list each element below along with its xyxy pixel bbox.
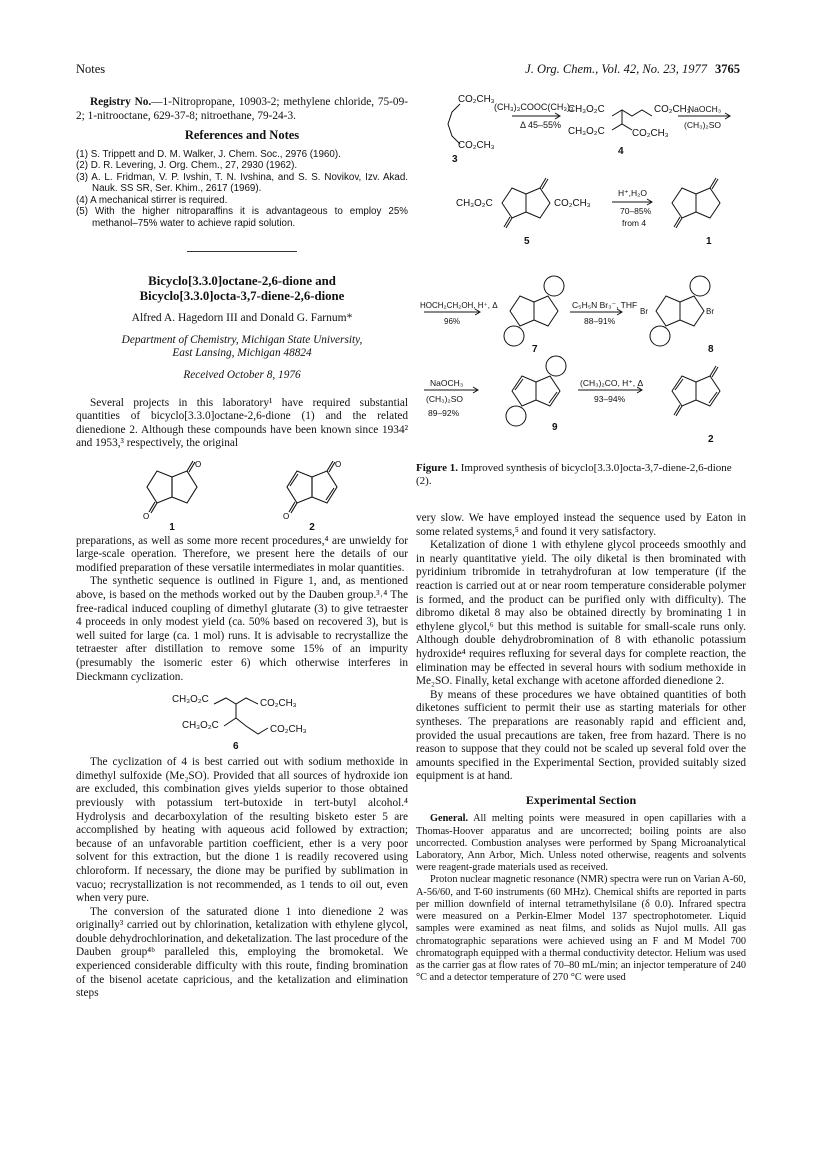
body-paragraph: Several projects in this laboratory¹ have required substantial quantities of bicyclo[3.3.0]octane-2,6-dione (1) and the related dienedione 2. Although these compounds have been known since 1934² and 1953,³ respectively, the original	[76, 396, 408, 450]
structure-6-group-b: CO₂CH₃	[260, 698, 297, 710]
figure-1-scheme	[416, 90, 746, 460]
svg-text:O: O	[143, 512, 150, 522]
scheme-arrow1-reagent: (CH₃)₃COOC(CH₃)₃	[494, 102, 574, 112]
running-header-left: Notes	[76, 62, 106, 76]
general-label: General.	[430, 813, 469, 825]
scheme-arrow1-conditions: Δ 45–55%	[520, 120, 562, 130]
scheme-8-bromine-left: Br	[640, 307, 648, 316]
article-title-line2: Bicyclo[3.3.0]octa-3,7-diene-2,6-dione	[139, 289, 345, 304]
body-paragraph: Ketalization of dione 1 with ethylene glycol proceeds smoothly and in nearly quantitative yield. The oily diketal is then brominated with pyridinium tribromide in tetrahydrofuran at low temperature (if the reaction is carried out at or near room temperature considerable polymer is formed, and the product can be purified only with difficulty). The dibromo diketal 8 may also be obtained directly by brominating 1 in ethylene glycol,⁶ but this method is suitable for small-scale runs only. Although double dehydrobromination of 8 with ethanolic potassium hydroxide⁴ requires refluxing for several days for complete reaction, the elimination may be effected in several hours with sodium methoxide in Me₂SO. Finally, ketal exchange with acetone afforded dienedione 2.	[416, 539, 746, 688]
structure-6	[76, 690, 408, 754]
right-column	[416, 512, 746, 984]
structure-6-label: 6	[233, 741, 239, 753]
compound-5-label: 5	[524, 236, 530, 247]
scheme-arrow7-reagent: (CH₃)₂CO, H⁺, Δ	[580, 378, 644, 388]
reference-item: (3) A. L. Fridman, V. P. Ivshin, T. N. Ivshina, and S. S. Novikov, Izv. Akad. Nauk. SS SR, Ser. Khim., 2617 (1969).	[76, 171, 408, 195]
scheme-4-group-d: CO₂CH₃	[632, 128, 669, 139]
scheme-arrow3-yield: 70–85%	[620, 206, 652, 216]
section-divider	[187, 251, 297, 252]
scheme-4-group-b: CO₂CH₃	[654, 104, 691, 115]
compound-3-label: 3	[452, 154, 458, 165]
general-text: All melting points were measured in open capillaries with a Thomas-Hoover apparatus and are uncorrected; boiling points are also uncorrected. Combustion analyses were performed by Spang Microanalytical Laboratory, Ann Arbor, Mich. Unless noted otherwise, reagents and solvents were reagent-grade materials used as received.	[416, 813, 746, 874]
scheme-4-group-c: CH₃O₂C	[568, 126, 605, 137]
scheme-arrow5-yield: 88–91%	[584, 316, 616, 326]
compound-7-label: 7	[532, 344, 538, 355]
body-paragraph: very slow. We have employed instead the sequence used by Eaton in some related systems,⁵ and found it very satisfactory.	[416, 512, 746, 538]
scheme-arrow4-yield: 96%	[444, 317, 461, 326]
svg-text:O: O	[283, 512, 290, 522]
body-paragraph: By means of these procedures we have obtained quantities of both diketones sufficient to permit their use as starting materials for other syntheses. The preparations are reasonably rapid and efficient and, provided the usual precautions are taken, free from hazard. There is no reason to suppose that they could not be scaled up several fold over the amounts specified in the Experimental Section, provided suitably sized equipment is at hand.	[416, 688, 746, 783]
structure-6-group-c: CH₃O₂C	[182, 720, 219, 732]
compound-4-label: 4	[618, 146, 624, 157]
registry-label: Registry No.	[90, 96, 152, 108]
body-paragraph: preparations, as well as some more recent procedures,⁴ are unwieldy for large-scale operation. Therefore, we present here the details of our modified preparation of these versatile intermediates in molar quantities.	[76, 534, 408, 574]
reference-item: (4) A mechanical stirrer is required.	[76, 194, 228, 206]
structure-1-label: 1	[169, 522, 175, 534]
scheme-arrow2-solvent: (CH₃)₂SO	[684, 120, 721, 130]
compound-1-label: 1	[706, 236, 712, 247]
running-header-right	[525, 62, 740, 77]
structure-1-drawing	[137, 459, 207, 521]
structure-1	[137, 459, 207, 535]
structures-1-2	[76, 459, 408, 535]
article-authors: Alfred A. Hagedorn III and Donald G. Farnum*	[131, 312, 353, 325]
compound-9-label: 9	[552, 422, 558, 433]
received-date: Received October 8, 1976	[183, 369, 301, 382]
reference-item: (5) With the higher nitroparaffins it is advantageous to employ 25% methanol–75% water to achieve rapid solution.	[76, 206, 408, 229]
figure-1-label: Figure 1.	[416, 462, 458, 474]
article-title	[76, 274, 408, 304]
compound-8-label: 8	[708, 344, 714, 355]
structure-2	[277, 459, 347, 535]
reference-item: (1) S. Trippett and D. M. Walker, J. Chem. Soc., 2976 (1960).	[76, 148, 341, 160]
general-paragraph	[416, 813, 746, 874]
structure-6-group-d: CO₂CH₃	[270, 724, 307, 736]
scheme-3-ester-top: CO₂CH₃	[458, 94, 495, 105]
scheme-arrow3-source: from 4	[622, 218, 647, 228]
article-title-line1: Bicyclo[3.3.0]octane-2,6-dione and	[148, 274, 336, 289]
scheme-4-group-a: CH₃O₂C	[568, 104, 605, 115]
structure-6-drawing	[76, 690, 408, 754]
page-number: 3765	[715, 62, 740, 76]
reference-item: (2) D. R. Levering, J. Org. Chem., 27, 2930 (1962).	[76, 160, 298, 172]
scheme-8-bromine-right: Br	[706, 307, 714, 316]
affiliation-line2: East Lansing, Michigan 48824	[172, 347, 312, 360]
compound-2-label: 2	[708, 434, 714, 445]
body-paragraph: The synthetic sequence is outlined in Figure 1, and, as mentioned above, is based on the methods worked out by the Dauben group.³˒⁴ The free-radical induced coupling of dimethyl glutarate (3) to give tetraester 4 proceeds in only modest yield (ca. 50% based on recovered 3), but is well suited for large (ca. 1 mol) runs. It is advisable to recrystallize the tetraester after distillation to remove some 15% of an impurity (presumably the isomeric ester 6) which otherwise interferes in Dieckmann cyclization.	[76, 575, 408, 683]
references-heading: References and Notes	[184, 128, 300, 143]
svg-text:O: O	[195, 460, 202, 470]
scheme-3-ester-bottom: CO₂CH₃	[458, 140, 495, 151]
affiliation	[76, 334, 408, 361]
figure-1-caption-text: Improved synthesis of bicyclo[3.3.0]octa-3,7-diene-2,6-dione (2).	[416, 462, 732, 487]
scheme-5-group-left: CH₃O₂C	[456, 198, 493, 209]
scheme-arrow7-yield: 93–94%	[594, 394, 626, 404]
scheme-arrow6-yield: 89–92%	[428, 408, 460, 418]
scheme-arrow2-reagent: NaOCH₃	[688, 104, 722, 114]
registry-text: —1-Nitropropane, 10903-2; methylene chloride, 75-09-2; 1-nitrooctane, 629-37-8; nitroethane, 79-24-3.	[76, 96, 408, 122]
structure-6-group-a: CH₃O₂C	[172, 694, 209, 706]
structure-2-drawing	[277, 459, 347, 521]
instrumentation-paragraph: Proton nuclear magnetic resonance (NMR) spectra were run on Varian A-60, A-56/60, and T-60 instruments (60 MHz). Chemical shifts are reported in parts per million downfield of internal tetramethylsilane (δ 0.0). Infrared spectra were measured on a Perkin-Elmer Model 137 spectrophotometer. Liquid samples were examined as neat films, and solids as Nujol mulls. All gas chromatographic separations were achieved using an F and M Model 700 chromatograph equipped with a thermal conductivity detector. Helium was used as the carrier gas at flow rates of 70–80 mL/min; an injector temperature of 240 °C and a detector temperature of 270 °C were used	[416, 874, 746, 984]
affiliation-line1: Department of Chemistry, Michigan State University,	[121, 333, 363, 346]
scheme-arrow6-solvent: (CH₃)₂SO	[426, 394, 463, 404]
structure-2-label: 2	[309, 522, 315, 534]
body-paragraph: The conversion of the saturated dione 1 into dienedione 2 was originally³ carried out by chlorination, ketalization with ethylene glycol, double dehydrochlorination, and deketalization. The last procedure of the Dauben group⁴ᵇ paralleled this, employing the bromoketal. We experienced considerable difficulty with this route, finding bromination of the bisenol acetate capricious, and the ketalization and elimination steps	[76, 905, 408, 1000]
scheme-5-group-right: CO₂CH₃	[554, 198, 591, 209]
experimental-heading: Experimental Section	[525, 792, 637, 807]
journal-citation: J. Org. Chem., Vol. 42, No. 23, 1977	[525, 62, 707, 76]
figure-1-caption	[416, 462, 746, 488]
body-paragraph: The cyclization of 4 is best carried out with sodium methoxide in dimethyl sulfoxide (Me₂SO). Provided that all sources of hydroxide ion are excluded, this combination gives yields superior to those obtained previously with potassium tert-butoxide in tert-butyl alcohol.⁴ Hydrolysis and decarboxylation of the resulting bisketo ester 5 are accomplished by heating with aqueous acid followed by extraction; because of an unfavorable partition coefficient, ether is a very poor solvent for this extraction, but the dione 1 is readily recovered using chloroform. If necessary, the dione may be purified by sublimation in vacuo; recrystallization is not recommended, as 1 tends to oil out, even when very pure.	[76, 756, 408, 905]
scheme-arrow5-reagent: C₅H₅N Br₃⁻, THF	[572, 300, 638, 310]
registry-numbers	[76, 96, 408, 123]
left-column	[76, 96, 408, 1001]
svg-text:O: O	[335, 460, 342, 470]
scheme-arrow3-reagent: H⁺,H₂O	[618, 188, 648, 198]
scheme-arrow4-reagent: HOCH₂CH₂OH, H⁺, Δ	[420, 301, 498, 310]
references-list	[76, 149, 408, 230]
scheme-arrow6-reagent: NaOCH₃	[430, 378, 464, 388]
